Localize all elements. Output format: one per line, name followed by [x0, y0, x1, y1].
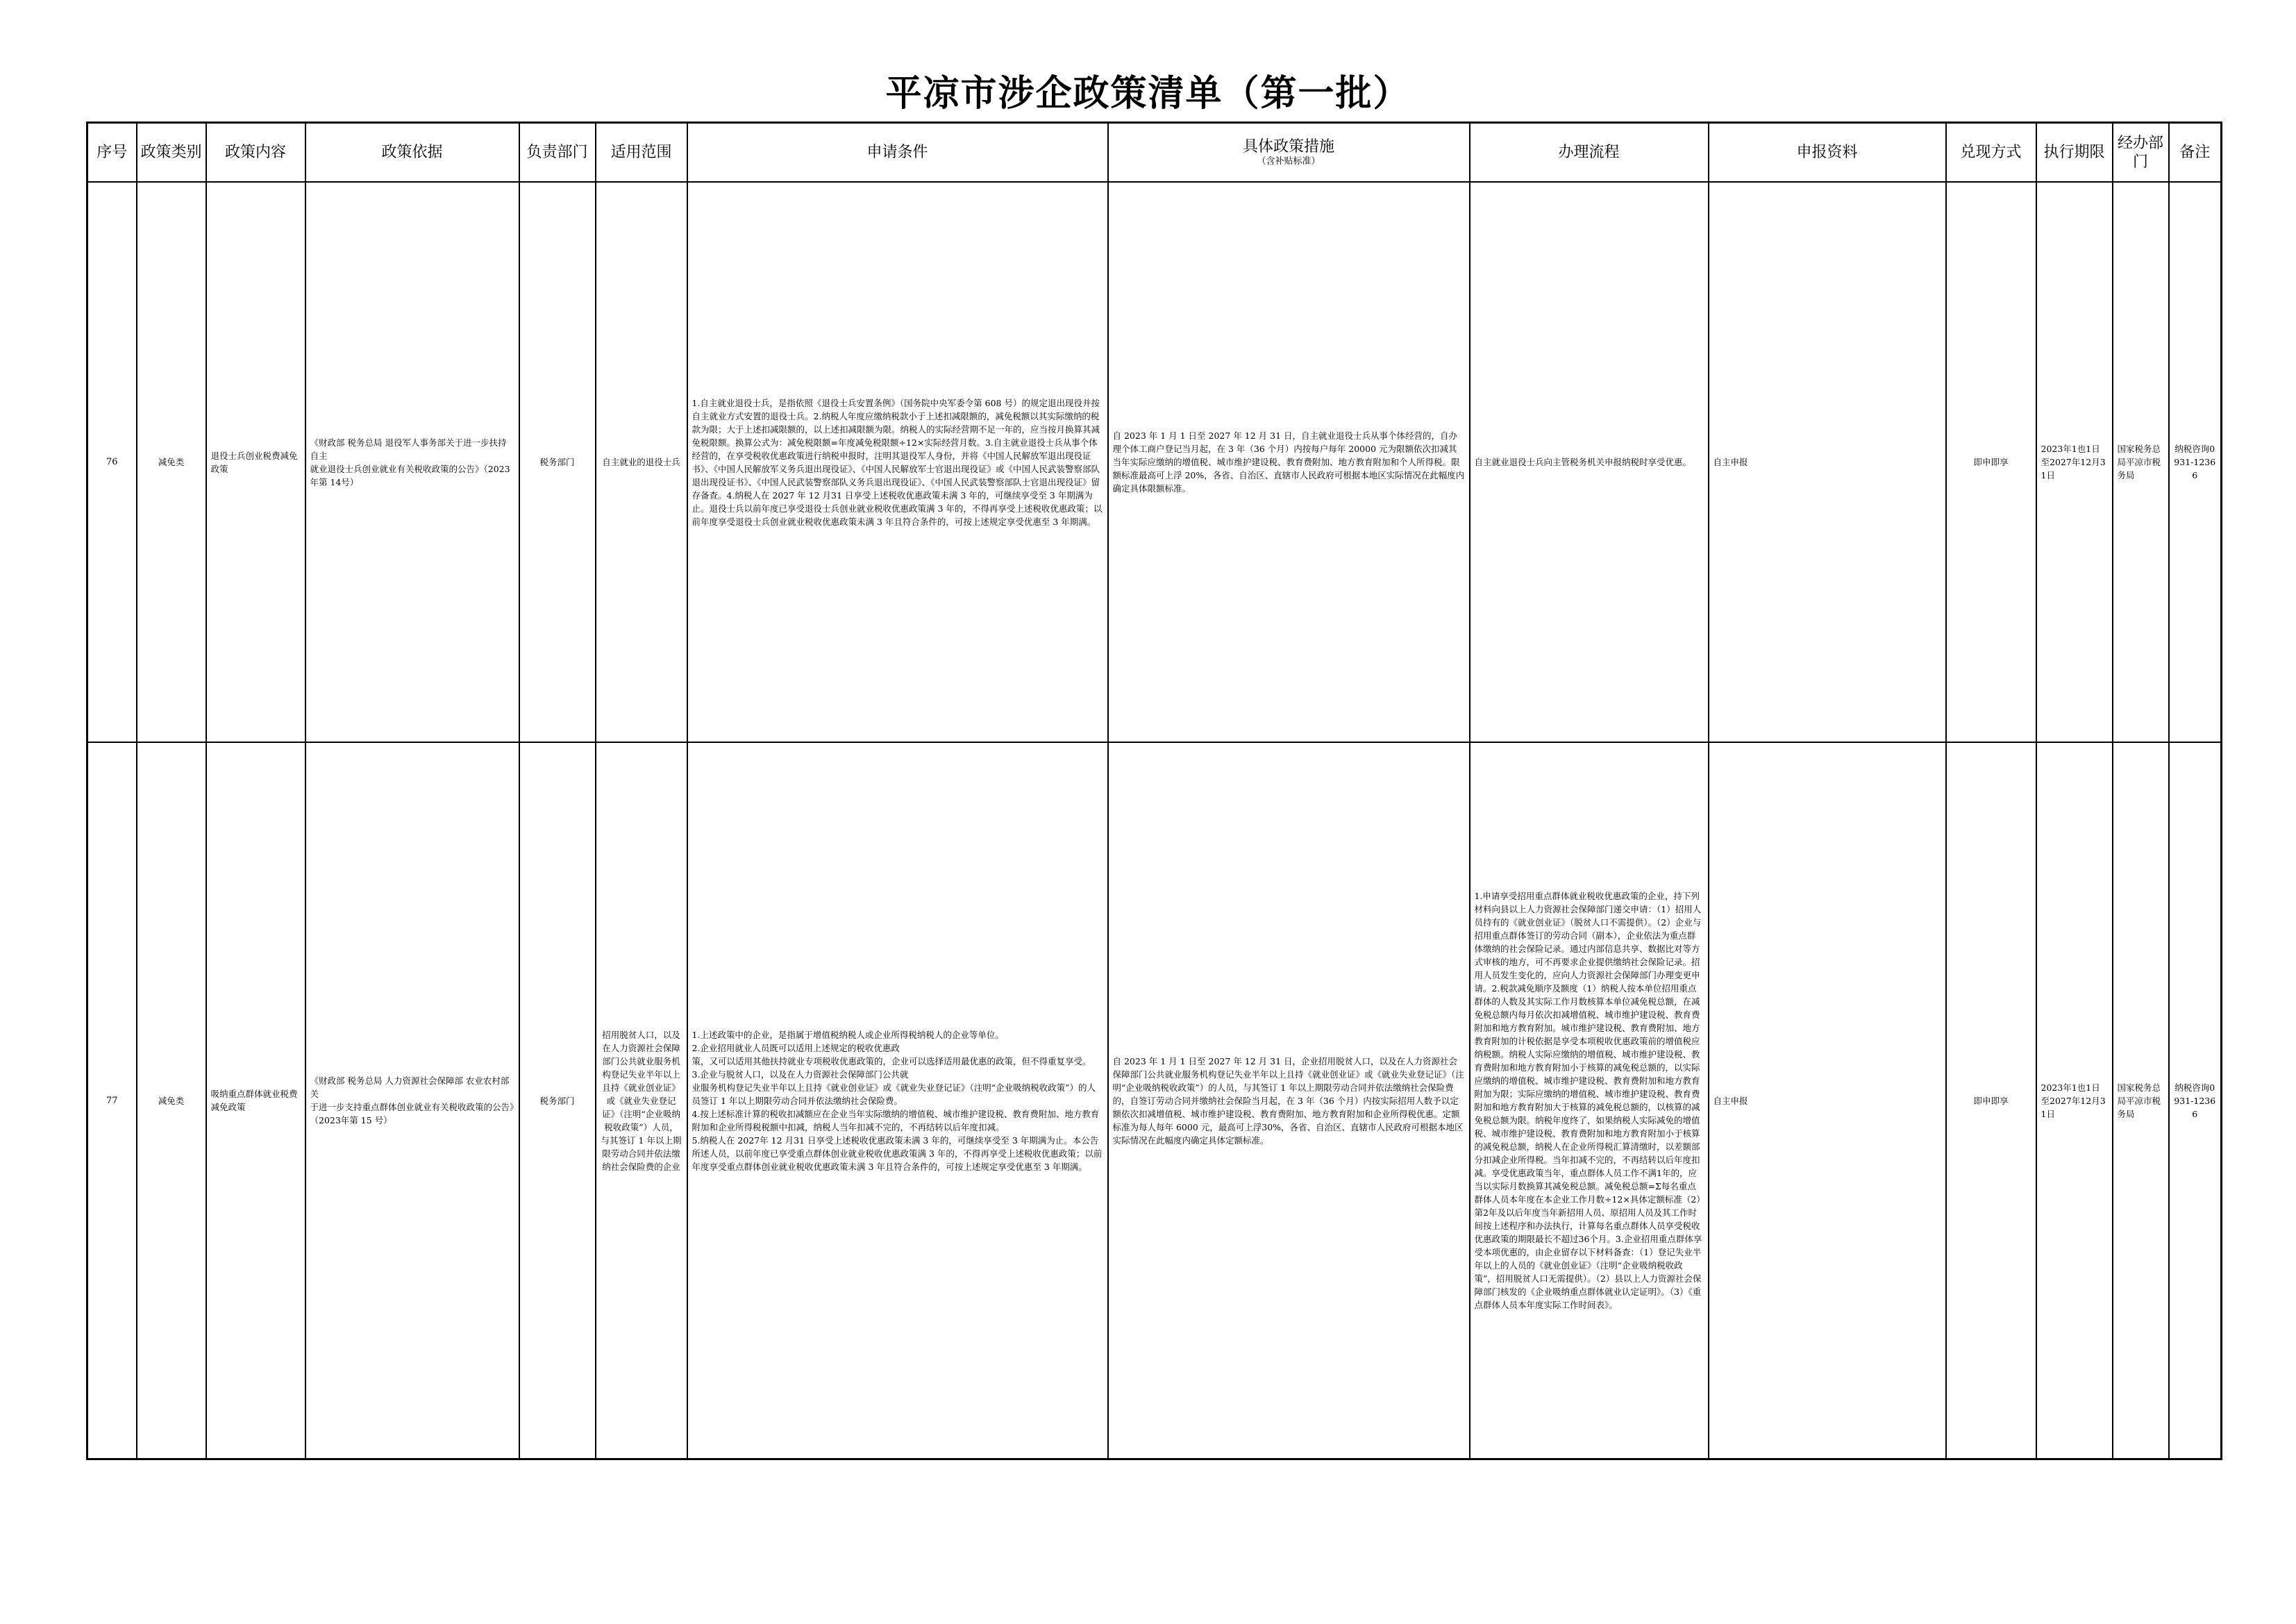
row-materials: 自主申报: [1713, 1095, 1748, 1106]
cell-conditions: [687, 182, 1108, 742]
row-process: 1.申请享受招用重点群体就业税收优惠政策的企业，持下列材料向县以上人力资源社会保障部门递交申请：（1）招用人员持有的《就业创业证》（脱贫人口不需提供）。（2）企业与招用重点群体签订的劳动合同（副本），企业依法为重点群体缴纳的社会保险记录。通过内部信息共享、数据比对等方式审核的地方，可不再要求企业提供缴纳社会保险记录。招用人员发生变化的，应向人力资源社会保障部门办理变更申请。2.税款减免顺序及额度（1）纳税人按本单位招用重点群体的人数及其实际工作月数核算本单位减免税总额，在减免税总额内每月依次扣减增值税、城市维护建设税、教育费附加和地方教育附加。城市维护建设税、教育费附加、地方教育附加的计税依据是享受本项税收优惠政策前的增值税应纳税额。纳税人实际应缴纳的增值税、城市维护建设税、教育费附加和地方教育附加小于核算的减免税总额的，以实际应缴纳的增值税、城市维护建设税、教育费附加和地方教育附加为限；实际应缴纳的增值税、城市维护建设税、教育费附加和地方教育附加大于核算的减免税总额的，以核算的减免税总额为限。纳税年度终了，如果纳税人实际减免的增值税、城市维护建设税、教育费附加和地方教育附加小于核算的减免税总额，纳税人在企业所得税汇算清缴时，以差额部分扣减企业所得税。当年扣减不完的，不再结转以后年度扣减。享受优惠政策当年，重点群体人员工作不满1年的，应当以实际月数换算其减免税总额。减免税总额=Σ每名重点群体人员本年度在本企业工作月数÷12×具体定额标准（2）第2年及以后年度当年新招用人员、原招用人员及其工作时间按上述程序和办法执行，计算每名重点群体人员享受税收优惠政策的期限最长不超过36个月。3.企业招用重点群体享受本项优惠的，由企业留存以下材料备查：（1）登记失业半年以上的人员的《就业创业证》（注明“企业吸纳税收政策”，招用脱贫人口无需提供）。（2）县以上人力资源社会保障部门核发的《企业吸纳重点群体就业认定证明》。（3）《重点群体人员本年度实际工作时间表》。: [1474, 891, 1702, 1310]
row-basis: 《财政部 税务总局 退役军人事务部关于进一步扶持自主 就业退役士兵创业就业有关税收政策的公告》（2023 年第 14号）: [310, 437, 510, 487]
cell-process: [1470, 182, 1709, 742]
row-remark: 纳税咨询0931-12366: [2174, 1082, 2216, 1119]
row-content: 吸纳重点群体就业税费减免政策: [210, 1089, 298, 1112]
cell-handler: [2113, 182, 2169, 742]
row-conditions: 1.自主就业退役士兵，是指依照《退役士兵安置条例》（国务院中央军委令第 608 号）的规定退出现役并按自主就业方式安置的退役士兵。2.纳税人年度应缴纳税款小于上述扣减限额的，减免税额以其实际缴纳的税款为限；大于上述扣减限额的，以上述扣减限额为限。纳税人的实际经营期不足一年的，应当按月换算其减免税限额。换算公式为：减免税限额=年度减免税限额÷12×实际经营月数。3.自主就业退役士兵从事个体经营的，在享受税收优惠政策进行纳税申报时，注明其退役军人身份，并将《中国人民解放军退出现役证书》、《中国人民解放军义务兵退出现役证》、《中国人民解放军士官退出现役证》或《中国人民武装警察部队退出现役证书》、《中国人民武装警察部队义务兵退出现役证》、《中国人民武装警察部队士官退出现役证》留存备查。4.纳税人在 2027 年 12 月31 日享受上述税收优惠政策未满 3 年的，可继续享受至 3 年期满为止。退役士兵以前年度已享受退役士兵创业就业税收优惠政策满 3 年的，不得再享受上述税收优惠政策；以前年度享受退役士兵创业就业税收优惠政策未满 3 年且符合条件的，可按上述规定享受优惠至 3 年期满。: [692, 397, 1103, 527]
cell-materials: [1709, 742, 1946, 1459]
cell-category: [137, 742, 206, 1459]
cell-measures: [1108, 742, 1470, 1459]
row-period: 2023年1也1日至2027年12月31日: [2041, 1082, 2106, 1119]
row-period: 2023年1也1日至2027年12月31日: [2041, 444, 2106, 480]
header-process: 办理流程: [1470, 123, 1709, 183]
row-seq: 77: [106, 1095, 118, 1106]
row-handler: 国家税务总局平凉市税务局: [2117, 1082, 2161, 1119]
header-materials: 申报资料: [1709, 123, 1946, 183]
header-measures-sub: （含补贴标准）: [1257, 156, 1321, 167]
row-category: 减免类: [158, 1095, 185, 1106]
header-conditions: 申请条件: [687, 123, 1108, 183]
header-measures: [1108, 123, 1470, 183]
header-basis: 政策依据: [305, 123, 519, 183]
cell-method: [1946, 182, 2036, 742]
cell-content: [206, 182, 305, 742]
cell-remark: [2169, 182, 2222, 742]
table-row: [87, 182, 2222, 742]
cell-seq: [87, 182, 137, 742]
row-scope: 自主就业的退役士兵: [602, 457, 680, 467]
row-handler: 国家税务总局平凉市税务局: [2117, 444, 2161, 480]
cell-seq: [87, 742, 137, 1459]
table-row: [87, 742, 2222, 1459]
cell-materials: [1709, 182, 1946, 742]
row-scope: 招用脱贫人口，以及在人力资源社会保障部门公共就业服务机构登记失业半年以上且持《就业创业证》或《就业失业登记证》（注明“企业吸纳税收政策”）人员，与其签订 1 年以上期限劳动合同并依法缴纳社会保险费的企业: [601, 1029, 682, 1172]
header-content: 政策内容: [206, 123, 305, 183]
cell-remark: [2169, 742, 2222, 1459]
cell-measures: [1108, 182, 1470, 742]
row-basis: 《财政部 税务总局 人力资源社会保障部 农业农村部关 于进一步支持重点群体创业就业有关税收政策的公告》（2023年第 15 号）: [310, 1075, 514, 1125]
page-title: 平凉市涉企政策清单（第一批）: [885, 72, 1411, 115]
row-method: 即申即享: [1973, 457, 2009, 467]
row-method: 即申即享: [1973, 1095, 2009, 1106]
row-dept: 税务部门: [539, 457, 575, 467]
header-measures-label: 具体政策措施: [1242, 138, 1334, 156]
cell-basis: [305, 182, 519, 742]
row-remark: 纳税咨询0931-12366: [2174, 444, 2216, 480]
cell-scope: [596, 182, 687, 742]
cell-dept: [519, 742, 596, 1459]
row-category: 减免类: [158, 457, 185, 467]
row-process: 自主就业退役士兵向主管税务机关申报纳税时享受优惠。: [1474, 457, 1692, 467]
row-measures: 自 2023 年 1 月 1 日至 2027 年 12 月 31 日，自主就业退役士兵从事个体经营的，自办理个体工商户登记当月起，在 3 年（36 个月）内按每户每年 20000 元为限额依次扣减其当年实际应缴纳的增值税、城市维护建设税、教育费附加、地方教育附加和个人所得税。限额标准最高可上浮 20%，各省、自治区、直辖市人民政府可根据本地区实际情况在此幅度内确定具体限额标准。: [1112, 430, 1465, 494]
cell-basis: [305, 742, 519, 1459]
row-measures: 自 2023 年 1 月 1 日至 2027 年 12 月 31 日，企业招用脱贫人口，以及在人力资源社会保障部门公共就业服务机构登记失业半年以上且持《就业创业证》或《就业失业登记证》（注明“企业吸纳税收政策”）的人员，与其签订 1 年以上期限劳动合同并依法缴纳社会保险费的，自签订劳动合同并缴纳社会保险当月起，在 3 年（36 个月）内按实际招用人数予以定额依次扣减增值税、城市维护建设税、教育费附加、地方教育附加和企业所得税优惠。定额标准为每人每年 6000 元，最高可上浮30%，各省、自治区、直辖市人民政府可根据本地区实际情况在此幅度内确定具体定额标准。: [1112, 1055, 1464, 1146]
cell-method: [1946, 742, 2036, 1459]
cell-conditions: [687, 742, 1108, 1459]
cell-period: [2036, 742, 2113, 1459]
cell-period: [2036, 182, 2113, 742]
row-seq: 76: [106, 457, 118, 467]
cell-handler: [2113, 742, 2169, 1459]
policy-table: [86, 122, 2222, 1460]
header-method: 兑现方式: [1946, 123, 2036, 183]
header-category: 政策类别: [137, 123, 206, 183]
row-dept: 税务部门: [539, 1095, 575, 1106]
header-remark: 备注: [2169, 123, 2222, 183]
cell-scope: [596, 742, 687, 1459]
table-header-row: [87, 123, 2222, 183]
cell-dept: [519, 182, 596, 742]
header-scope: 适用范围: [596, 123, 687, 183]
header-dept: 负责部门: [519, 123, 596, 183]
header-period: 执行期限: [2036, 123, 2113, 183]
cell-content: [206, 742, 305, 1459]
row-conditions: 1.上述政策中的企业，是指属于增值税纳税人或企业所得税纳税人的企业等单位。 2.企业招用就业人员既可以适用上述规定的税收优惠政 策，又可以适用其他扶持就业专项税收优惠政策的，企业可以选择适用最优惠的政策，但不得重复享受。 3.企业与脱贫人口，以及在人力资源社会保障部门公共就 业服务机构登记失业半年以上且持《就业创业证》或《就业失业登记证》（注明“企业吸纳税收政策”）的人员签订 1 年以上期限劳动合同并依法缴纳社会保险费。 4.按上述标准计算的税收扣减额应在企业当年实际缴纳的增值税、城市维护建设税、教育费附加、地方教育附加和企业所得税税额中扣减，纳税人当年扣减不完的，不再结转以后年度扣减。 5.纳税人在 2027年 12 月31 日享受上述税收优惠政策未满 3 年的，可继续享受至 3 年期满为止。本公告所述人员，以前年度已享受重点群体创业就业税收优惠政策满 3 年的，不得再享受上述税收优惠政策；以前年度享受重点群体创业就业税收优惠政策未满 3 年且符合条件的，可按上述规定享受优惠至 3 年期满。: [692, 1029, 1103, 1172]
row-content: 退役士兵创业税费减免政策: [210, 450, 298, 474]
header-handler: 经办部门: [2113, 123, 2169, 183]
cell-category: [137, 182, 206, 742]
cell-process: [1470, 742, 1709, 1459]
header-seq: 序号: [87, 123, 137, 183]
row-materials: 自主申报: [1713, 457, 1748, 467]
